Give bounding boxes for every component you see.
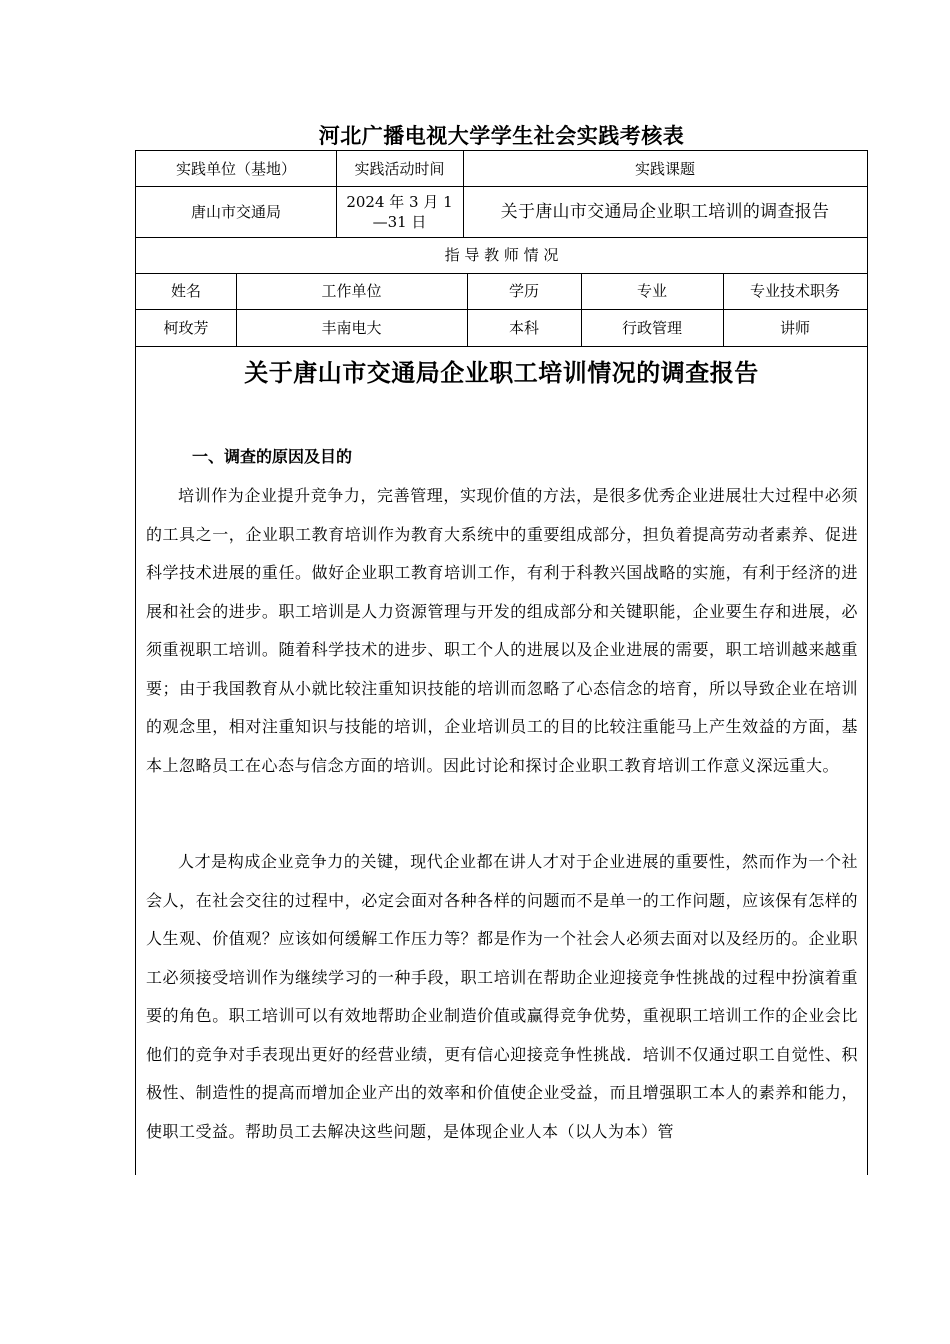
report-paragraph: 培训作为企业提升竞争力，完善管理，实现价值的方法，是很多优秀企业进展壮大过程中必须的工具之一，企业职工教育培训作为教育大系统中的重要组成部分，担负着提高劳动者素养、促进科学技术进展的重任。做好企业职工教育培训工作，有利于科教兴国战略的实施，有利于经济的进展和社会的进步。职工培训是人力资源管理与开发的组成部分和关键职能，企业要生存和进展，必须重视职工培训。随着科学技术的进步、职工个人的进展以及企业进展的需要，职工培训越来越重要；由于我国教育从小就比较注重知识技能的培训而忽略了心态信念的培育，所以导致企业在培训的观念里，相对注重知识与技能的培训，企业培训员工的目的比较注重能马上产生效益的方面，基本上忽略员工在心态与信念方面的培训。因此讨论和探讨企业职工教育培训工作意义深远重大。 xyxy=(146,486,858,775)
advisor-major-value: 行政管理 xyxy=(621,318,682,337)
header-advisor-name: 姓名 xyxy=(170,282,201,300)
advisor-name-value: 柯玫芳 xyxy=(163,318,209,337)
advisor-education-value: 本科 xyxy=(508,318,539,337)
practice-unit-value: 唐山市交通局 xyxy=(190,202,281,221)
header-practice-time: 实践活动时间 xyxy=(354,159,445,178)
header-practice-topic: 实践课题 xyxy=(634,159,695,178)
practice-time-value xyxy=(336,186,463,237)
assessment-form xyxy=(135,150,868,1175)
advisor-title-value: 讲师 xyxy=(779,318,810,337)
row-divider xyxy=(136,346,867,347)
page-title: 河北广播电视大学学生社会实践考核表 xyxy=(318,124,685,148)
advisor-workplace-value: 丰南电大 xyxy=(321,318,382,337)
practice-time-line1: 2024 年 3 月 1 xyxy=(346,192,453,211)
advisor-section-label: 指 导 教 师 情 况 xyxy=(444,246,559,264)
header-practice-unit: 实践单位（基地） xyxy=(175,159,296,178)
practice-time-line2: —31 日 xyxy=(372,212,427,231)
header-advisor-education: 学历 xyxy=(508,282,539,300)
section-heading: 一、调查的原因及目的 xyxy=(192,447,353,466)
header-advisor-major: 专业 xyxy=(636,282,667,300)
report-paragraph: 人才是构成企业竞争力的关键，现代企业都在讲人才对于企业进展的重要性，然而作为一个社会人，在社会交往的过程中，必定会面对各种各样的问题而不是单一的工作问题，应该保有怎样的人生观、价值观？应该如何缓解工作压力等？都是作为一个社会人必须去面对以及经历的。企业职工必须接受培训作为继续学习的一种手段，职工培训在帮助企业迎接竞争性挑战的过程中扮演着重要的角色。职工培训可以有效地帮助企业制造价值或赢得竞争优势，重视职工培训工作的企业会比他们的竞争对手表现出更好的经营业绩，更有信心迎接竞争性挑战．培训不仅通过职工自觉性、积极性、制造性的提高而增加企业产出的效率和价值使企业受益，而且增强职工本人的素养和能力，使职工受益。帮助员工去解决这些问题，是体现企业人本（以人为本）管 xyxy=(146,852,858,1141)
report-title: 关于唐山市交通局企业职工培训情况的调查报告 xyxy=(244,359,759,387)
practice-topic-value: 关于唐山市交通局企业职工培训的调查报告 xyxy=(500,201,830,222)
header-advisor-title: 专业技术职务 xyxy=(749,282,840,300)
header-advisor-workplace: 工作单位 xyxy=(321,282,382,300)
